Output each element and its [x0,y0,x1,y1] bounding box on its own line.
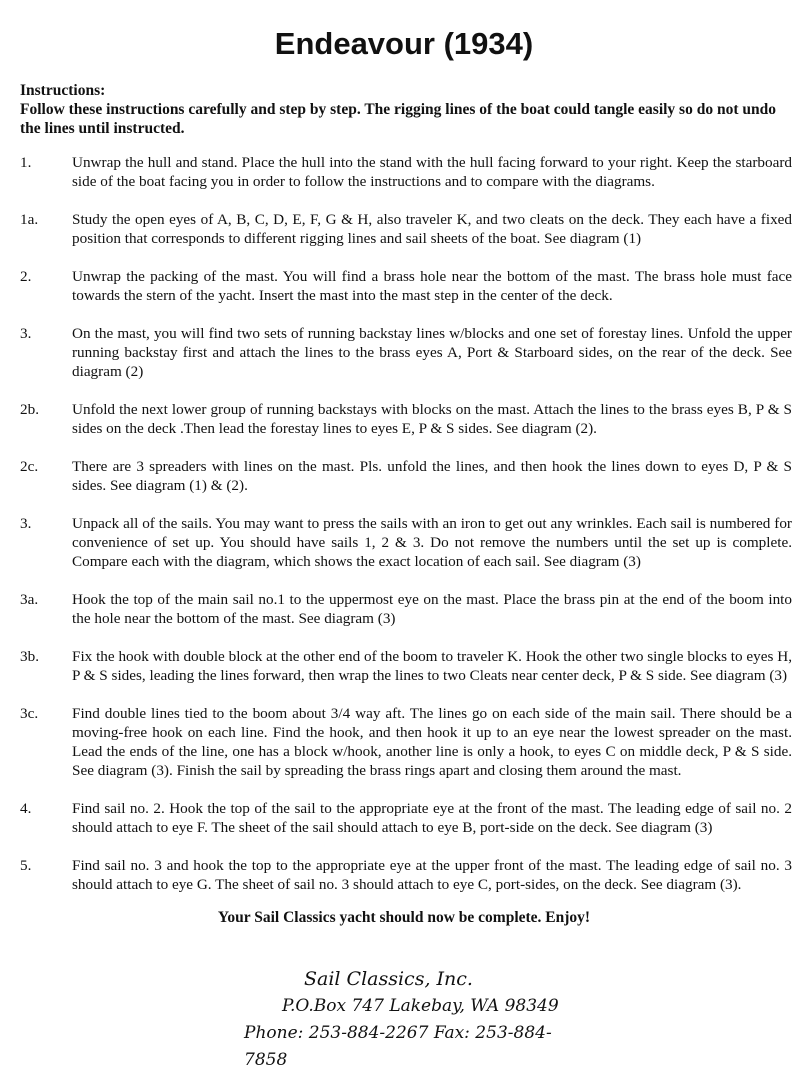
step-number: 3b. [20,648,39,665]
step-item [20,400,792,438]
step-text: Find sail no. 3 and hook the top to the appropriate eye at the upper front of the mast. The leading edge of sail no. 3 should attach to eye G. The sheet of sail no. 3 should attach to eye C, port-sides, on the deck. See diagram (3). [72,857,792,893]
step-number: 4. [20,800,32,817]
company-address: P.O.Box 747 Lakebay, WA 98349 [282,996,559,1016]
step-number: 2. [20,268,32,285]
step-text: Fix the hook with double block at the other end of the boom to traveler K. Hook the other two single blocks to eyes H, P & S sides, leading the lines forward, then wrap the lines to two Cleats near center deck, P & S side. See diagram (3) [72,648,792,684]
step-number: 2c. [20,458,39,475]
step-item [20,856,792,894]
step-item [20,799,792,837]
step-item [20,457,792,495]
step-text: Find double lines tied to the boom about 3/4 way aft. The lines go on each side of the main sail. There should be a moving-free hook on each line. Find the hook, and then hook it up to an eye near the lowest spreader on the mast. Lead the ends of the line, one has a block w/hook, another line is only a hook, to eyes C on middle deck, P & S side. See diagram (3). Finish the sail by spreading the brass rings apart and closing them around the mast. [72,705,792,779]
step-text: Unpack all of the sails. You may want to press the sails with an iron to get out any wrinkles. Each sail is numbered for convenience of set up. You should have sails 1, 2 & 3. Do not remove the numbers until the set up is complete. Compare each with the diagram, which shows the exact location of each sail. See diagram (3) [72,515,792,570]
step-item [20,704,792,780]
step-item [20,324,792,381]
step-text: On the mast, you will find two sets of running backstay lines w/blocks and one set of forestay lines. Unfold the upper running backstay first and attach the lines to the brass eyes A, Port & Starboard sides, on the rear of the deck. See diagram (2) [72,325,792,380]
step-text: Unfold the next lower group of running backstays with blocks on the mast. Attach the lines to the brass eyes B, P & S sides on the deck .Then lead the forestay lines to eyes E, P & S sides. See diagram (2). [72,401,792,437]
step-text: Unwrap the hull and stand. Place the hull into the stand with the hull facing forward to your right. Keep the starboard side of the boat facing you in order to follow the instructions and to compare with the diagrams. [72,154,792,190]
step-item [20,210,792,248]
step-number: 3a. [20,591,39,608]
step-number: 1. [20,154,32,171]
step-item [20,514,792,571]
intro-heading: Instructions: [20,82,106,99]
step-item [20,647,792,685]
closing-message: Your Sail Classics yacht should now be complete. Enjoy! [217,909,591,926]
step-number: 5. [20,857,32,874]
step-number: 1a. [20,211,39,228]
steps-list [20,153,792,913]
company-name: Sail Classics, Inc. [304,968,473,990]
step-number: 2b. [20,401,39,418]
step-item [20,153,792,191]
step-text: Unwrap the packing of the mast. You will find a brass hole near the bottom of the mast. The brass hole must face towards the stern of the yacht. Insert the mast into the mast step in the center of the deck. [72,268,792,304]
company-signature [238,966,578,1074]
step-number: 3. [20,325,32,342]
step-text: Find sail no. 2. Hook the top of the sail to the appropriate eye at the front of the mast. The leading edge of sail no. 2 should attach to eye F. The sheet of the sail should attach to eye B, port-side on the deck. See diagram (3) [72,800,792,836]
step-item [20,267,792,305]
step-number: 3c. [20,705,39,722]
step-item [20,590,792,628]
step-text: There are 3 spreaders with lines on the mast. Pls. unfold the lines, and then hook the lines down to eyes D, P & S sides. See diagram (1) & (2). [72,458,792,494]
step-text: Study the open eyes of A, B, C, D, E, F, G & H, also traveler K, and two cleats on the deck. They each have a fixed position that corresponds to different rigging lines and sail sheets of the boat. See diagram (1) [72,211,792,247]
page-title: Endeavour (1934) [274,26,534,61]
intro-note: Follow these instructions carefully and step by step. The rigging lines of the boat could tangle easily so do not undo the lines until instructed. [20,101,776,137]
company-phone: Phone: 253-884-2267 Fax: 253-884-7858 [244,1023,552,1070]
intro-block [20,81,790,138]
step-text: Hook the top of the main sail no.1 to the uppermost eye on the mast. Place the brass pin at the end of the boom into the hole near the bottom of the mast. See diagram (3) [72,591,792,627]
step-number: 3. [20,515,32,532]
